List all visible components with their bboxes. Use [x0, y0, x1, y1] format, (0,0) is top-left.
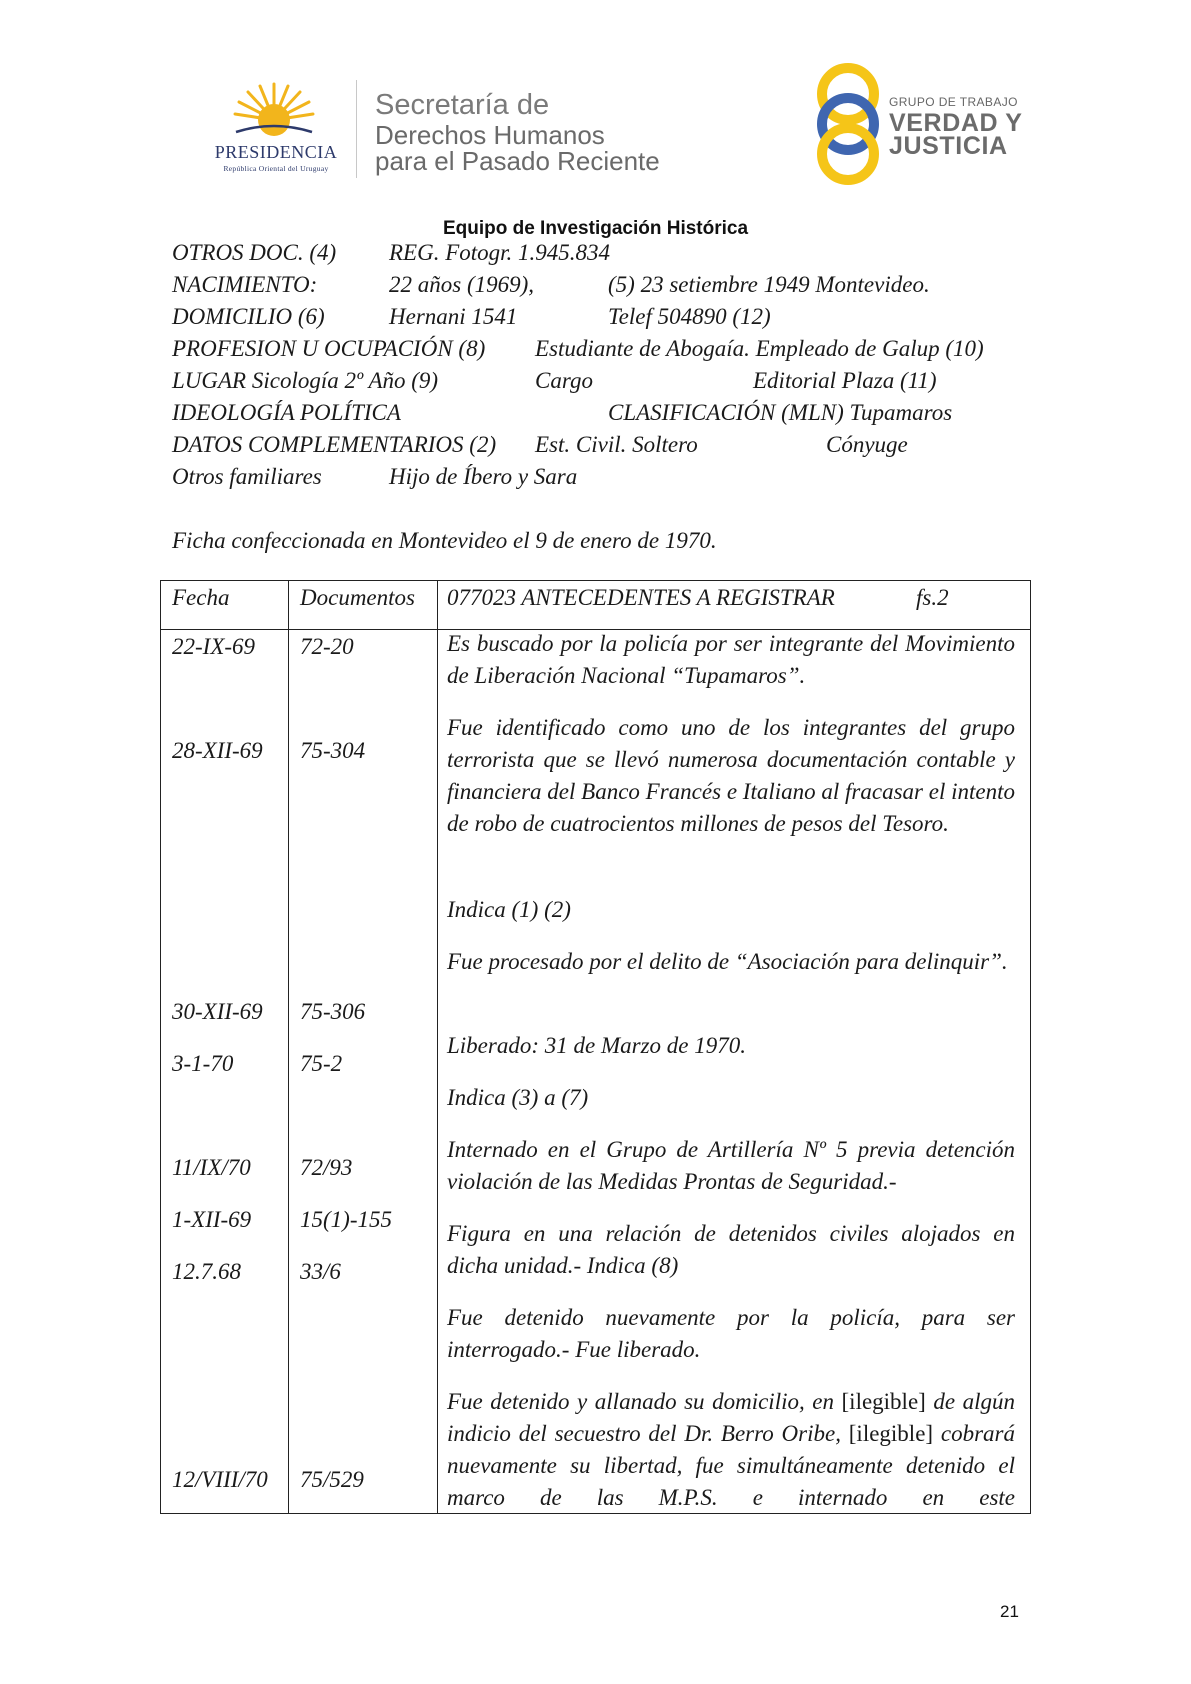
lugar-detail: Editorial Plaza (11) [753, 368, 937, 393]
antecedent-entry: Fue detenido nuevamente por la policía, para ser interrogado.- Fue liberado. [447, 1305, 1015, 1362]
presidencia-name: PRESIDENCIA [214, 142, 338, 162]
header-fecha: Fecha [172, 585, 230, 610]
nacimiento-detail: (5) 23 setiembre 1949 Montevideo. [608, 272, 930, 297]
antecedent-entry: Indica (3) a (7) [447, 1085, 589, 1110]
document-cell: 72/93 [300, 1155, 353, 1180]
datos-value: Est. Civil. Soltero [535, 432, 698, 457]
date-cell: 1-XII-69 [172, 1207, 252, 1232]
sun-icon [232, 80, 316, 140]
table-border-right [1030, 580, 1031, 1514]
date-cell: 30-XII-69 [172, 999, 263, 1024]
date-cell: 3-1-70 [172, 1051, 234, 1076]
antecedent-entry: Fue procesado por el delito de “Asociación para delinquir”. [447, 949, 1008, 974]
domicilio-value: Hernani 1541 [389, 304, 518, 329]
illegible-mark: [ilegible] [841, 1389, 926, 1414]
presidencia-logo [196, 80, 356, 180]
secretaria-line-2: Derechos Humanos [375, 120, 605, 150]
antecedent-entry: Figura en una relación de detenidos civiles alojados en dicha unidad.- Indica (8) [447, 1221, 1015, 1278]
document-cell: 72-20 [300, 634, 354, 659]
otros-doc-label: OTROS DOC. (4) [172, 240, 337, 265]
rings-logo-icon [812, 62, 884, 186]
ideologia-value: CLASIFICACIÓN (MLN) Tupamaros [608, 400, 953, 425]
document-cell: 33/6 [300, 1259, 341, 1284]
profesion-label: PROFESION U OCUPACIÓN (8) [172, 336, 486, 361]
ideologia-label: IDEOLOGÍA POLÍTICA [172, 400, 401, 425]
secretaria-line-3: para el Pasado Reciente [375, 146, 660, 176]
gtvj-verdad: VERDAD Y [889, 109, 1023, 137]
secretaria-line-1: Secretaría de [375, 89, 550, 121]
table-col-divider-1 [288, 580, 289, 1514]
header-antecedentes: 077023 ANTECEDENTES A REGISTRAR [447, 585, 835, 610]
date-cell: 22-IX-69 [172, 634, 256, 659]
datos-detail: Cónyuge [826, 432, 908, 457]
antecedent-entry-last [447, 1386, 1015, 1514]
document-cell: 75-306 [300, 999, 366, 1024]
illegible-mark: [ilegible] [848, 1421, 934, 1446]
domicilio-label: DOMICILIO (6) [172, 304, 325, 329]
otros-doc-value: REG. Fotogr. 1.945.834 [389, 240, 611, 265]
antecedent-entry: Indica (1) (2) [447, 897, 571, 922]
nacimiento-value: 22 años (1969), [389, 272, 535, 297]
page-number: 21 [1000, 1602, 1019, 1621]
antecedent-entry: Es buscado por la policía por ser integrante del Movimiento de Liberación Nacional “Tupamaros”. [447, 631, 1015, 688]
antecedent-entry: Fue identificado como uno de los integrantes del grupo terrorista que se llevó numerosa documentación contable y financiera del Banco Francés e Italiano al fracasar el intento de robo de cuatrocientos millones de pesos del Tesoro. [447, 715, 1015, 836]
date-cell: 12/VIII/70 [172, 1467, 268, 1492]
date-cell: 28-XII-69 [172, 738, 263, 763]
gtvj-caption: GRUPO DE TRABAJO [889, 95, 1018, 109]
document-cell: 15(1)-155 [300, 1207, 392, 1232]
document-cell: 75/529 [300, 1467, 364, 1492]
domicilio-detail: Telef 504890 (12) [608, 304, 771, 329]
datos-label: DATOS COMPLEMENTARIOS (2) [172, 432, 497, 457]
date-cell: 11/IX/70 [172, 1155, 251, 1180]
familiares-label: Otros familiares [172, 464, 322, 489]
header-folio: fs.2 [916, 585, 949, 610]
lugar-cargo: Cargo [535, 368, 593, 393]
presidencia-subtitle: República Oriental del Uruguay [223, 164, 329, 173]
table-col-divider-2 [437, 580, 438, 1514]
nacimiento-label: NACIMIENTO: [172, 272, 318, 297]
table-border-top [160, 580, 1031, 581]
familiares-value: Hijo de Íbero y Sara [389, 464, 578, 489]
table-border-left [160, 580, 161, 1514]
gtvj-justicia: JUSTICIA [889, 132, 1008, 160]
entry-text: de algún indicio del secuestro del Dr. Berro Oribe, [447, 1389, 1015, 1446]
antecedent-entry: Liberado: 31 de Marzo de 1970. [447, 1033, 746, 1058]
lugar-label: LUGAR Sicología 2º Año (9) [172, 368, 439, 393]
document-cell: 75-2 [300, 1051, 343, 1076]
profesion-value: Estudiante de Abogaía. Empleado de Galup (10) [535, 336, 984, 361]
ficha-note: Ficha confeccionada en Montevideo el 9 de enero de 1970. [172, 528, 717, 553]
header-documentos: Documentos [300, 585, 415, 610]
entry-text: Fue detenido y allanado su domicilio, en [447, 1389, 842, 1414]
date-cell: 12.7.68 [172, 1259, 241, 1284]
header-divider [356, 80, 357, 178]
antecedent-entry: Internado en el Grupo de Artillería Nº 5 previa detención violación de las Medidas Prontas de Seguridad.- [447, 1137, 1015, 1194]
document-cell: 75-304 [300, 738, 366, 763]
entry-text: cobrará nuevamente su libertad, fue simultáneamente detenido el marco de las M.P.S. e internado en este [447, 1421, 1015, 1510]
team-title: Equipo de Investigación Histórica [442, 218, 749, 239]
